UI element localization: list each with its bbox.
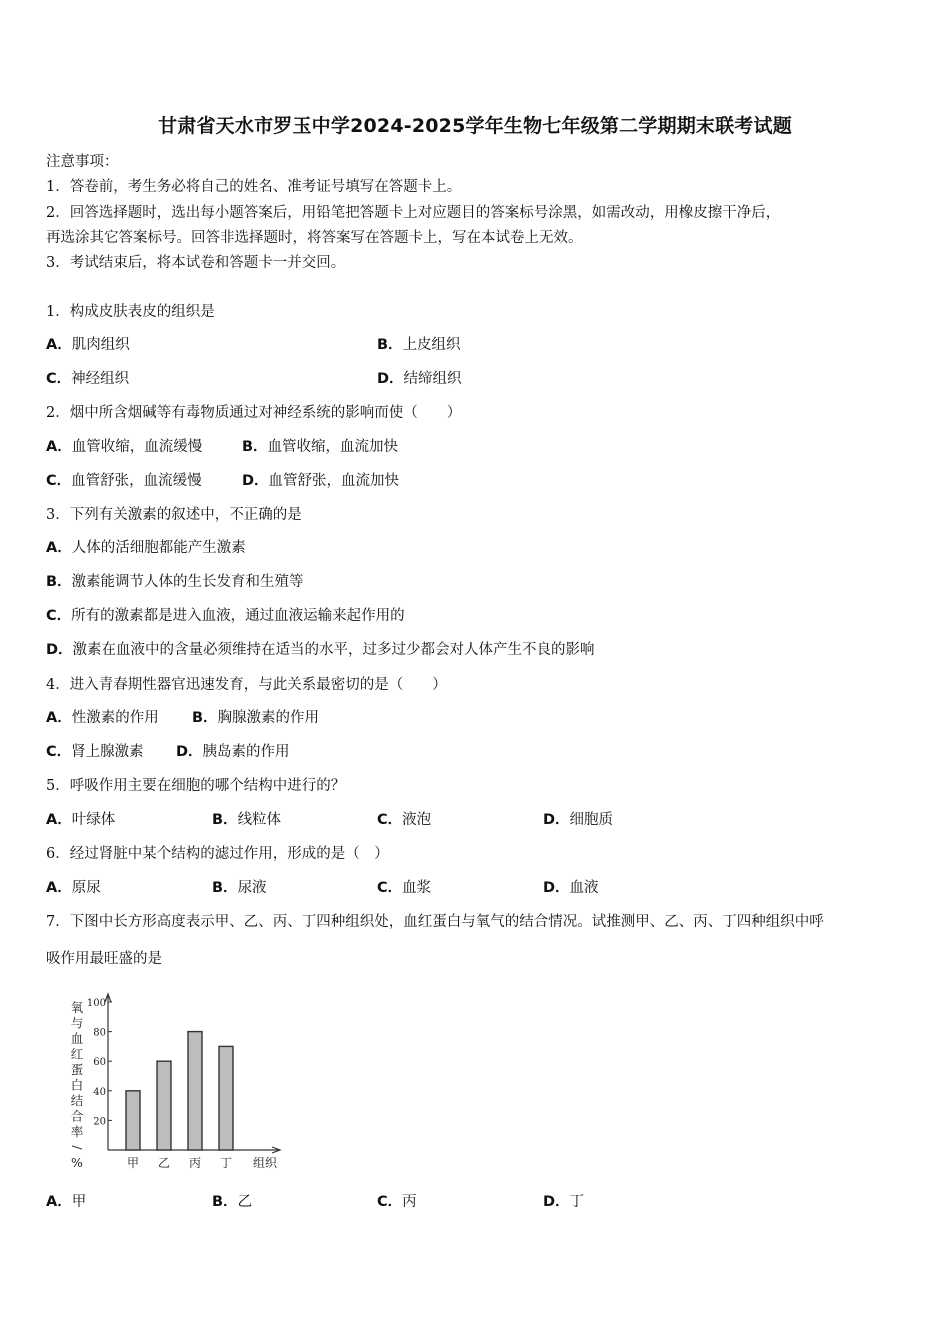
option-a: A．叶绿体 <box>46 812 116 828</box>
svg-text:氧: 氧 <box>70 1000 84 1015</box>
option-d: D．结缔组织 <box>377 371 462 387</box>
y-tick-label: 80 <box>93 1027 106 1039</box>
question-stem: 5．呼吸作用主要在细胞的哪个结构中进行的？ <box>46 778 346 794</box>
x-tick-label: 丁 <box>219 1156 233 1170</box>
svg-text:合: 合 <box>70 1108 84 1124</box>
y-axis-label <box>70 1000 85 1170</box>
x-tick-label: 乙 <box>157 1156 171 1170</box>
y-tick-label: 60 <box>93 1057 106 1069</box>
option-c: C．丙 <box>377 1194 417 1210</box>
option-b: B．血管收缩，血流加快 <box>242 439 399 455</box>
option-b: B．尿液 <box>212 880 267 896</box>
notice-item: 2．回答选择题时，选出每小题答案后，用铅笔把答题卡上对应题目的答案标号涂黑，如需改动，用橡皮擦干净后， <box>46 205 781 221</box>
svg-text:血: 血 <box>70 1031 84 1046</box>
option-c: C．血管舒张，血流缓慢 <box>46 473 202 489</box>
option-a: A．人体的活细胞都能产生激素 <box>46 540 246 556</box>
question-stem-continued: 吸作用最旺盛的是 <box>46 951 162 967</box>
svg-text:率: 率 <box>70 1124 84 1139</box>
notice-item: 3．考试结束后，将本试卷和答题卡一并交回。 <box>46 255 346 271</box>
option-a: A．甲 <box>46 1194 87 1210</box>
option-b: B．激素能调节人体的生长发育和生殖等 <box>46 574 304 590</box>
option-c: C．液泡 <box>377 812 432 828</box>
option-d: D．胰岛素的作用 <box>176 744 290 760</box>
option-a: A．血管收缩，血流缓慢 <box>46 439 203 455</box>
y-tick-label: 100 <box>86 998 106 1009</box>
option-c: C．肾上腺激素 <box>46 744 144 760</box>
option-c: C．血浆 <box>377 880 432 896</box>
question-stem: 3．下列有关激素的叙述中，不正确的是 <box>46 507 302 523</box>
question-stem: 6．经过肾脏中某个结构的滤过作用，形成的是（ ） <box>46 846 389 862</box>
option-b: B．线粒体 <box>212 812 282 828</box>
bar-丁 <box>219 1046 233 1150</box>
notice-item: 再选涂其它答案标号。回答非选择题时，将答案写在答题卡上，写在本试卷上无效。 <box>46 230 583 246</box>
notice-item: 1．答卷前，考生务必将自己的姓名、准考证号填写在答题卡上。 <box>46 179 462 195</box>
option-b: B．乙 <box>212 1194 253 1210</box>
svg-text:%: % <box>71 1155 83 1170</box>
bar-chart <box>60 990 290 1175</box>
svg-text:蛋: 蛋 <box>70 1062 84 1077</box>
svg-text:结: 结 <box>70 1093 84 1108</box>
svg-text:/: / <box>70 1145 85 1150</box>
option-b: B．胸腺激素的作用 <box>192 710 320 726</box>
notice-heading: 注意事项： <box>46 154 119 170</box>
option-d: D．细胞质 <box>543 812 614 828</box>
option-b: B．上皮组织 <box>377 337 461 353</box>
question-stem: 4．进入青春期性器官迅速发育，与此关系最密切的是（ ） <box>46 677 447 693</box>
x-tick-label: 丙 <box>188 1156 202 1170</box>
question-stem: 2．烟中所含烟碱等有毒物质通过对神经系统的影响而使（ ） <box>46 405 462 421</box>
option-d: D．激素在血液中的含量必须维持在适当的水平，过多过少都会对人体产生不良的影响 <box>46 642 595 658</box>
question-stem: 1．构成皮肤表皮的组织是 <box>46 304 215 320</box>
x-tick-label: 甲 <box>126 1156 140 1170</box>
option-c: C．神经组织 <box>46 371 130 387</box>
option-d: D．血液 <box>543 880 599 896</box>
x-axis-label: 组织 <box>252 1156 278 1170</box>
svg-text:白: 白 <box>70 1077 84 1093</box>
bar-丙 <box>188 1032 202 1150</box>
y-tick-label: 40 <box>93 1086 106 1098</box>
svg-text:红: 红 <box>70 1046 84 1062</box>
option-a: A．肌肉组织 <box>46 337 130 353</box>
bar-乙 <box>157 1061 171 1150</box>
bar-甲 <box>126 1091 140 1150</box>
y-tick-label: 20 <box>93 1116 106 1128</box>
question-stem: 7．下图中长方形高度表示甲、乙、丙、丁四种组织处，血红蛋白与氧气的结合情况。试推测甲、乙、丙、丁四种组织中呼 <box>46 914 824 930</box>
option-a: A．原尿 <box>46 880 101 896</box>
option-c: C．所有的激素都是进入血液，通过血液运输来起作用的 <box>46 608 405 624</box>
page-title: 甘肃省天水市罗玉中学2024-2025学年生物七年级第二学期期末联考试题 <box>158 115 792 137</box>
svg-text:与: 与 <box>70 1015 84 1031</box>
option-d: D．血管舒张，血流加快 <box>242 473 400 489</box>
option-a: A．性激素的作用 <box>46 710 159 726</box>
option-d: D．丁 <box>543 1194 585 1210</box>
